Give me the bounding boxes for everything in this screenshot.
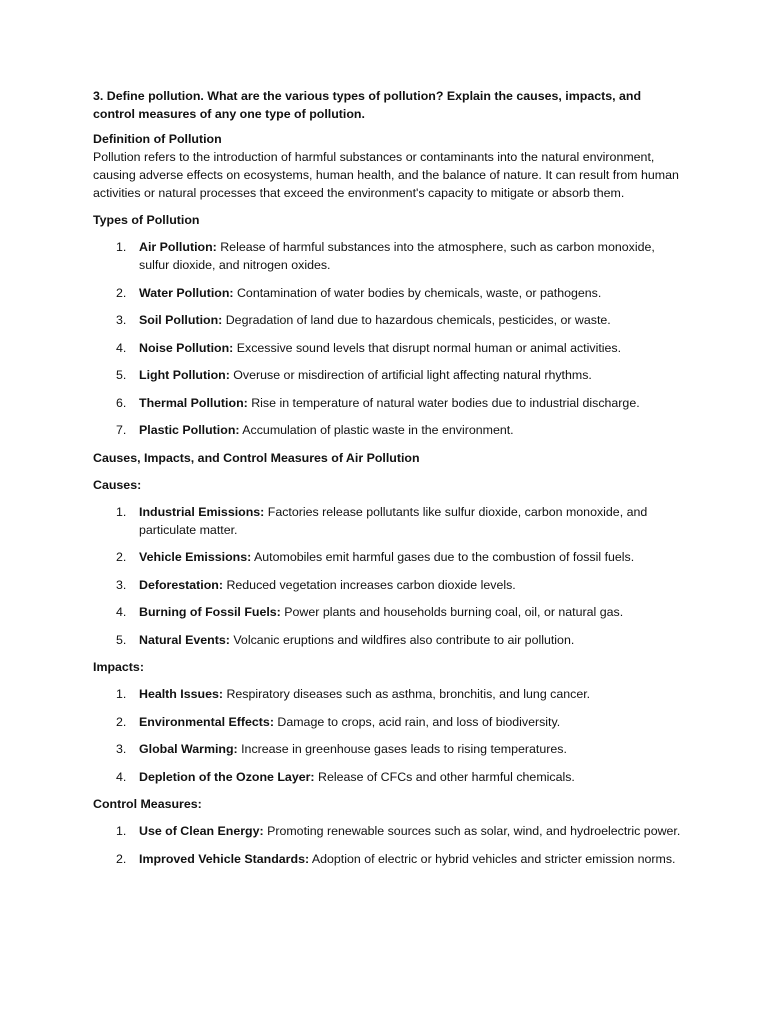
item-term: Plastic Pollution: (139, 423, 240, 437)
list-number: 1. (116, 824, 127, 838)
list-number: 5. (116, 368, 127, 382)
list-item (93, 339, 683, 357)
item-term: Environmental Effects: (139, 714, 274, 729)
item-desc: Overuse or misdirection of artificial light affecting natural rhythms. (229, 368, 592, 382)
item-desc: Rise in temperature of natural water bodies due to industrial discharge. (247, 395, 640, 410)
list-number: 7. (116, 423, 127, 437)
item-term: Deforestation: (139, 577, 223, 592)
list-item (93, 740, 683, 758)
list-item (93, 768, 683, 786)
list-number: 1. (116, 240, 127, 254)
list-item (93, 685, 683, 703)
item-term: Thermal Pollution: (139, 395, 248, 410)
item-desc: Increase in greenhouse gases leads to rising temperatures. (237, 742, 567, 756)
item-term: Industrial Emissions: (139, 504, 265, 519)
list-item (93, 394, 683, 412)
list-item (93, 576, 683, 594)
list-item (93, 603, 683, 621)
item-desc: Reduced vegetation increases carbon dioxide levels. (223, 577, 516, 592)
item-term: Improved Vehicle Standards: (139, 851, 310, 866)
impacts-heading: Impacts: (93, 660, 144, 674)
list-item (93, 631, 683, 649)
definition-heading: Definition of Pollution (93, 132, 222, 146)
item-term: Vehicle Emissions: (139, 550, 252, 564)
item-desc: Factories release pollutants like sulfur dioxide, carbon monoxide, and particulate matter. (139, 504, 648, 537)
item-desc: Release of harmful substances into the atmosphere, such as carbon monoxide, sulfur dioxide, and nitrogen oxides. (139, 240, 655, 272)
list-number: 4. (116, 605, 127, 619)
list-number: 3. (116, 577, 127, 592)
item-term: Soil Pollution: (139, 313, 223, 327)
item-term: Depletion of the Ozone Layer: (139, 769, 315, 784)
list-item (93, 503, 683, 539)
list-number: 1. (116, 687, 127, 701)
list-number: 2. (116, 550, 127, 564)
list-item (93, 421, 683, 439)
item-desc: Release of CFCs and other harmful chemicals. (314, 769, 575, 784)
item-term: Health Issues: (139, 687, 224, 701)
list-item (93, 713, 683, 731)
list-item (93, 548, 683, 566)
list-number: 2. (116, 851, 127, 866)
item-term: Water Pollution: (139, 285, 234, 300)
item-desc: Accumulation of plastic waste in the environment. (239, 423, 514, 437)
list-number: 2. (116, 714, 127, 729)
item-desc: Volcanic eruptions and wildfires also contribute to air pollution. (229, 632, 575, 647)
list-item (93, 850, 683, 868)
air-pollution-heading: Causes, Impacts, and Control Measures of Air Pollution (93, 450, 420, 465)
list-number: 3. (116, 313, 127, 327)
list-item (93, 238, 683, 274)
item-desc: Respiratory diseases such as asthma, bronchitis, and lung cancer. (223, 687, 591, 701)
list-number: 3. (116, 742, 127, 756)
list-number: 6. (116, 395, 127, 410)
list-item (93, 311, 683, 329)
causes-list (93, 503, 683, 649)
item-term: Light Pollution: (139, 368, 230, 382)
types-heading: Types of Pollution (93, 213, 200, 227)
item-term: Noise Pollution: (139, 340, 234, 355)
list-item (93, 366, 683, 384)
list-item (93, 822, 683, 840)
item-term: Natural Events: (139, 632, 230, 647)
list-number: 4. (116, 340, 127, 355)
list-number: 2. (116, 285, 127, 300)
item-desc: Degradation of land due to hazardous chemicals, pesticides, or waste. (222, 313, 611, 327)
definition-text: Pollution refers to the introduction of harmful substances or contaminants into the natural environment, causing adverse effects on ecosystems, human health, and the balance of nature. It can result from human activities or natural processes that exceed the environment's capacity to mitigate or absorb them. (93, 150, 679, 200)
item-desc: Adoption of electric or hybrid vehicles and stricter emission norms. (309, 851, 676, 866)
impacts-list (93, 685, 683, 786)
item-term: Global Warming: (139, 742, 238, 756)
item-desc: Excessive sound levels that disrupt normal human or animal activities. (233, 340, 622, 355)
item-desc: Promoting renewable sources such as solar, wind, and hydroelectric power. (263, 824, 681, 838)
list-number: 4. (116, 769, 127, 784)
item-desc: Automobiles emit harmful gases due to the combustion of fossil fuels. (251, 550, 635, 564)
item-desc: Power plants and households burning coal, oil, or natural gas. (280, 605, 624, 619)
item-term: Air Pollution: (139, 240, 217, 254)
item-desc: Contamination of water bodies by chemicals, waste, or pathogens. (233, 285, 602, 300)
causes-heading: Causes: (93, 477, 142, 492)
item-term: Use of Clean Energy: (139, 824, 264, 838)
document-content (93, 87, 683, 877)
list-number: 5. (116, 632, 127, 647)
list-item (93, 284, 683, 302)
item-term: Burning of Fossil Fuels: (139, 605, 281, 619)
control-measures-heading: Control Measures: (93, 797, 202, 811)
control-list (93, 822, 683, 868)
list-number: 1. (116, 504, 127, 519)
types-list (93, 238, 683, 439)
item-desc: Damage to crops, acid rain, and loss of biodiversity. (273, 714, 561, 729)
question-heading: 3. Define pollution. What are the various types of pollution? Explain the causes, impacts, and control measures of any one type of pollution. (93, 89, 642, 121)
